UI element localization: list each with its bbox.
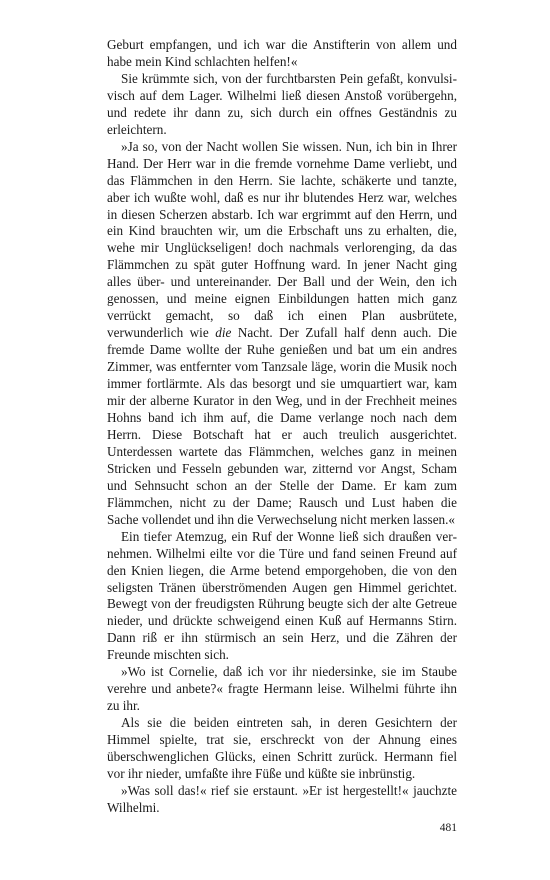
paragraph: Ein tiefer Atemzug, ein Ruf der Wonne ließ sich draußen vernehmen. Wilhelmi eilte vor die Türe und fand seinen Freund auf den Knien liegen, die Arme betend emporgehoben, die von den seligsten Tränen überströmenden Augen gen Himmel gerichtet. Bewegt von der freudigsten Rührung beugte sich der alte Getreue nieder, und drückte schweigend einen Kuß auf Hermanns Stirn. Dann riß er ihn stürmisch an sein Herz, und die Zähren der Freunde mischten sich. (107, 528, 457, 663)
paragraph-text: Nacht. Der Zufall half denn auch. Die fremde Dame wollte der Ruhe genießen und bat um ein andres Zimmer, was entfernter vom Tanzsale läge, worin die Musik noch immer fortlärmte. Als das besorgt und sie umquartiert war, kam mir der alberne Kurator in den Weg, und in der Frechheit meines Hohns band ich ihm auf, die Dame verlange noch nach dem Herrn. Diese Botschaft hat er auch treulich ausgerichtet. Unterdessen wartete das Flämmchen, welches ganz in meinen Stricken und Fesseln gebunden war, zitternd vor Angst, Scham und Sehnsucht schon an der Stelle der Dame. Er kam zum Flämmchen, nicht zu der Dame; Rausch und Lust haben die Sache vollendet und ihn die Verwechselung nicht merken lassen.« (107, 325, 457, 527)
emphasized-word: die (215, 325, 232, 341)
paragraph: Geburt empfangen, und ich war die Anstifterin von allem und habe mein Kind schlachten helfen!« (107, 37, 457, 69)
paragraph (107, 139, 457, 529)
paragraph-text: »Ja so, von der Nacht wollen Sie wissen. Nun, ich bin in Ihrer Hand. Der Herr war in die fremde vornehme Dame verliebt, und das Flämmchen in den Herrn. Sie lachte, schäkerte und tanzte, aber ich wußte wohl, daß es nur ihr blutendes Herz war, welches in diesen Scherzen abstarb. Ich war ergrimmt auf den Herrn, und ein Kind brauchten wir, um die Erbschaft uns zu erhalten, die, wehe mir Unglückseligen! doch nachmals verlorenging, da das Flämmchen zu spät guter Hoffnung ward. In jener Nacht ging alles über- und untereinander. Der Ball und der Wein, den ich genossen, und meine eignen Einbildungen hatten mich ganz verrückt gemacht, so daß ich einen Plan ausbrütete, verwunderlich wie (107, 138, 457, 341)
paragraph: »Was soll das!« rief sie erstaunt. »Er ist hergestellt!« jauchzte Wilhelmi. (107, 782, 457, 815)
paragraph: Sie krümmte sich, von der furchtbarsten Pein gefaßt, konvulsivisch auf dem Lager. Wilhelmi ließ diesen Anstoß vorübergehn, und redete ihr dann zu, sich durch ein offnes Geständnis zu erleichtern. (107, 70, 457, 137)
paragraph: Als sie die beiden eintreten sah, in deren Gesichtern der Himmel spielte, trat sie, erschreckt von der Ahnung eines überschwenglichen Glücks, einen Schritt zurück. Hermann fiel vor ihr nieder, umfaßte ihre Füße und küßte sie inbrünstig. (107, 715, 457, 781)
body-text (107, 37, 457, 817)
paragraph: »Wo ist Cornelie, daß ich vor ihr niedersinke, sie im Staube verehre und anbete?« fragte Hermann leise. Wilhelmi führte ihn zu ihr. (107, 664, 457, 714)
page-number: 481 (439, 822, 457, 834)
